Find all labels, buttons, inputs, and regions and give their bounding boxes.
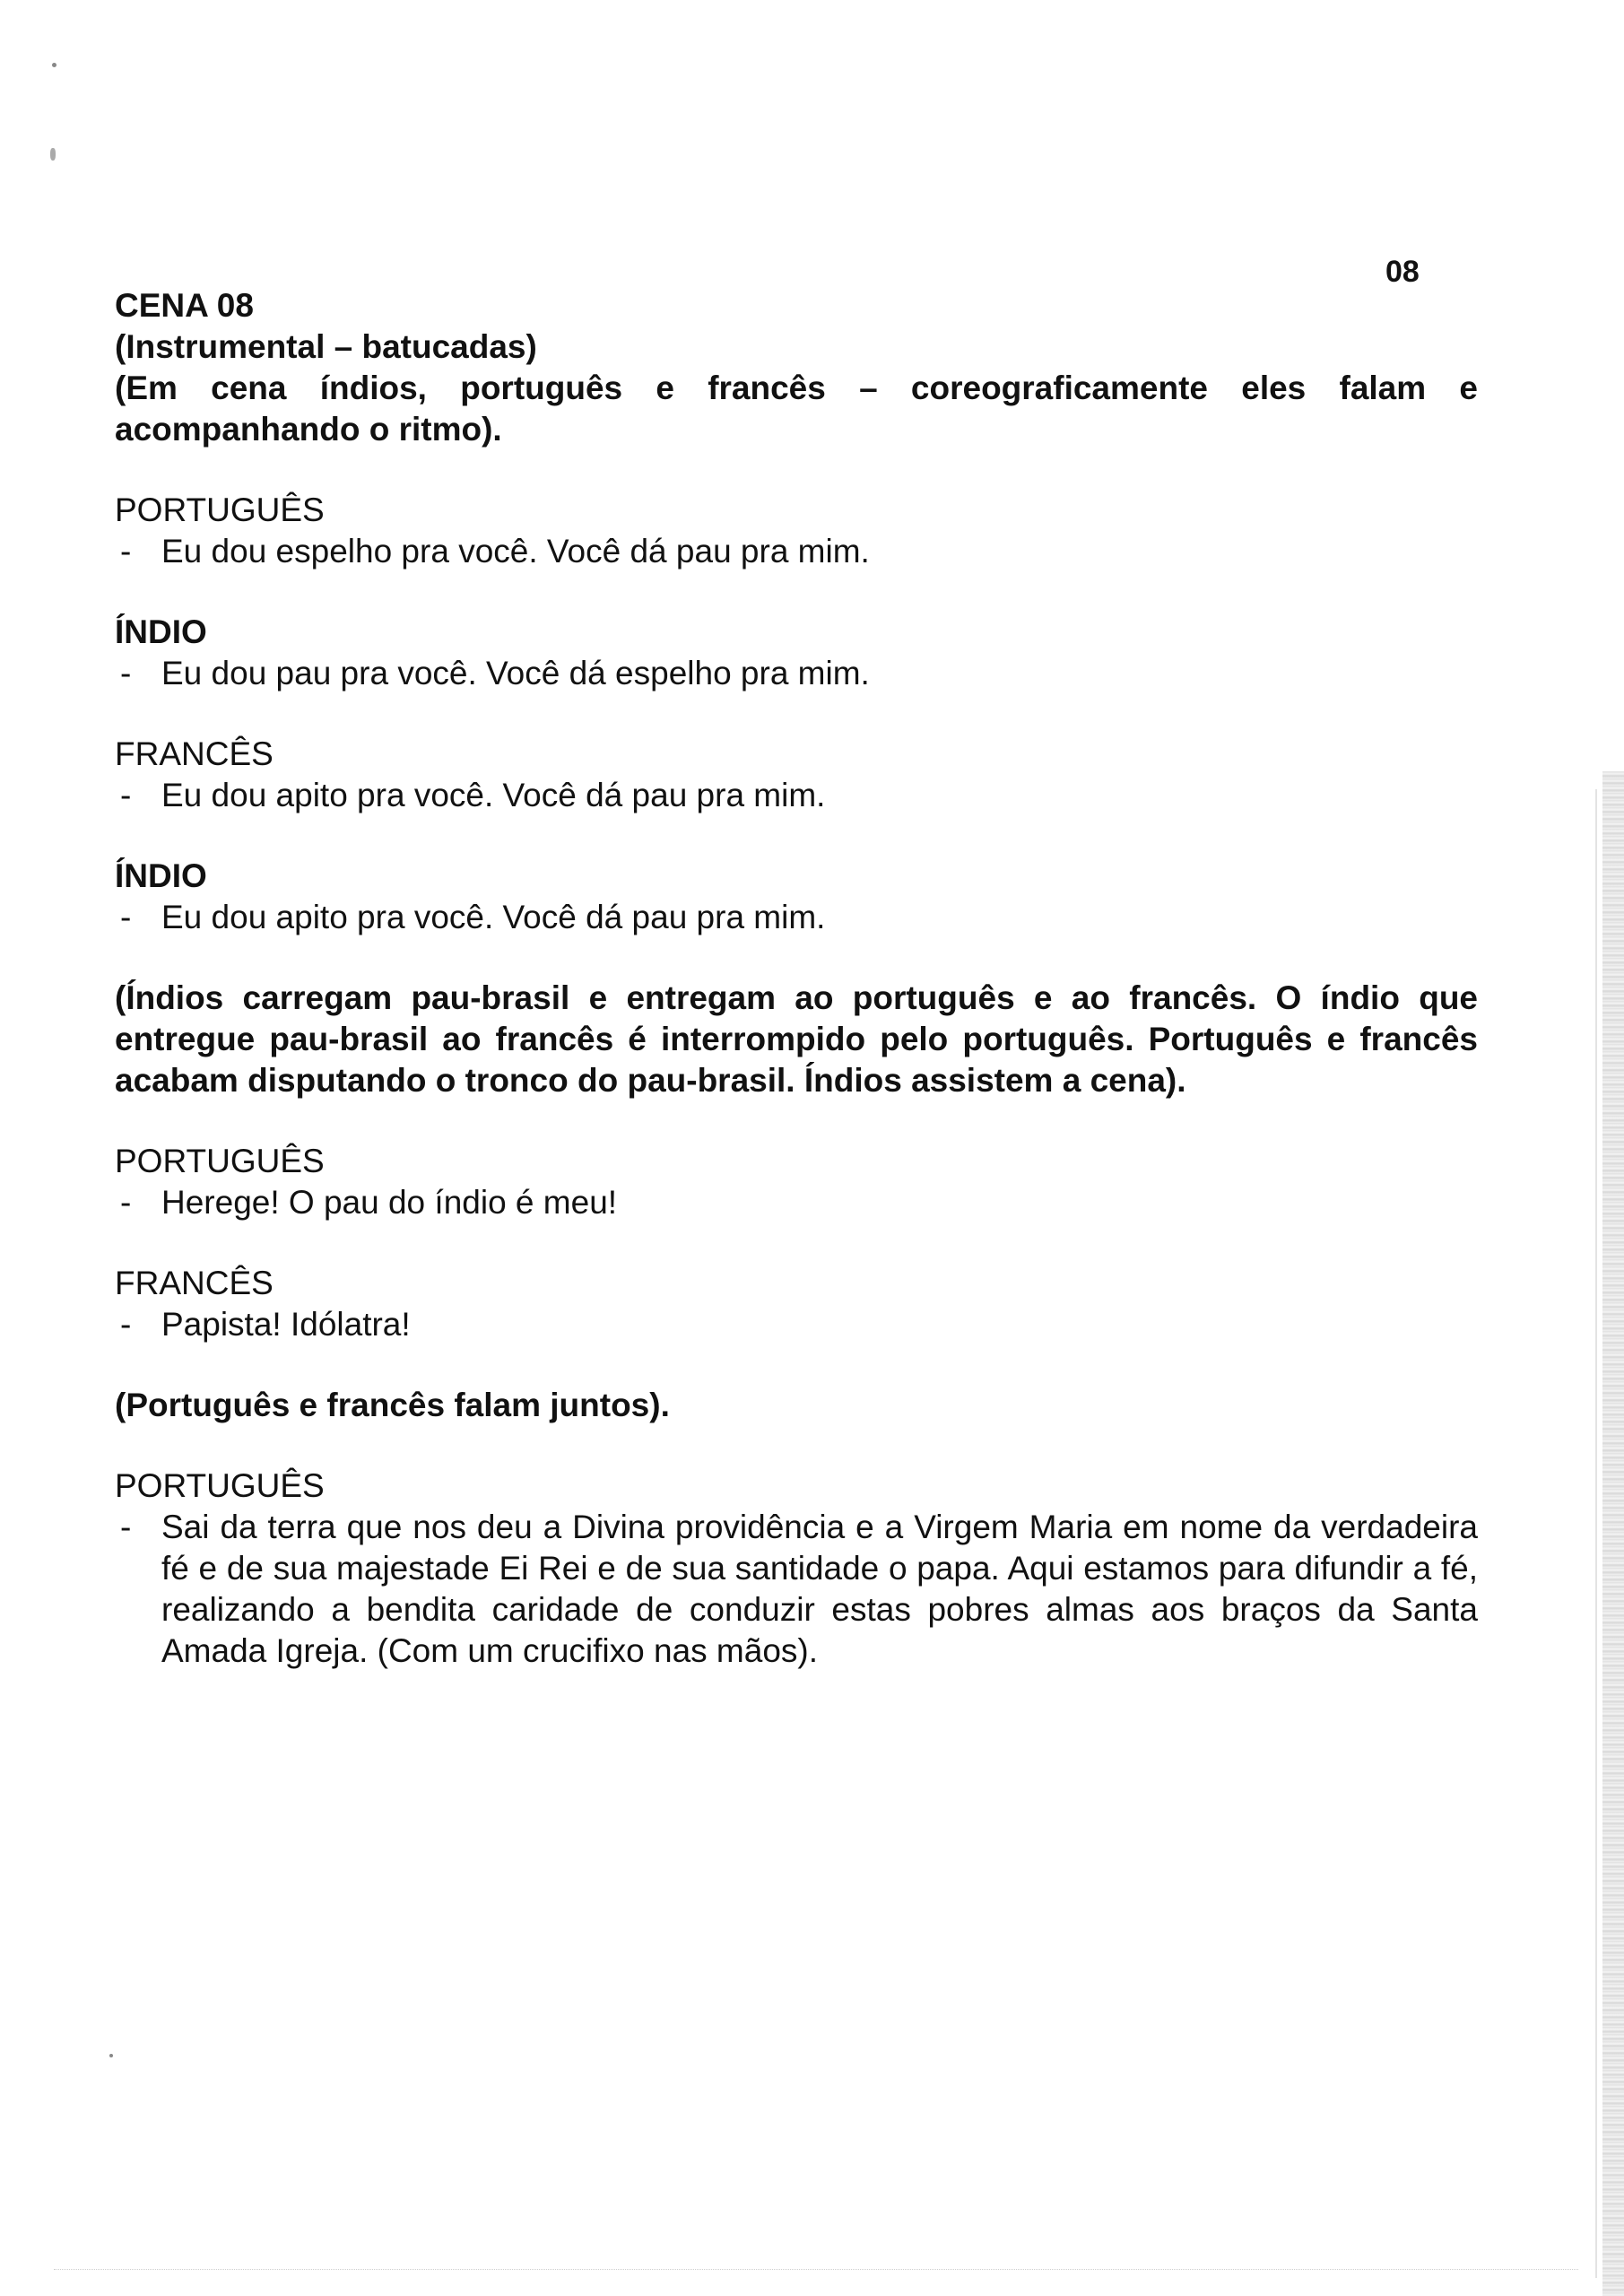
speaker-name: PORTUGUÊS — [115, 1467, 325, 1504]
dialogue-dash: - — [120, 533, 132, 570]
dialogue-text: Papista! Idólatra! — [161, 1306, 411, 1343]
speaker-name: ÍNDIO — [115, 857, 207, 894]
dialogue-line — [115, 1507, 1478, 1672]
speaker-name: PORTUGUÊS — [115, 491, 325, 528]
scan-speck — [50, 148, 56, 161]
dialogue-line — [115, 1182, 1478, 1223]
dialogue-text: Sai da terra que nos deu a Divina providência e a Virgem Maria em nome da verdadeira fé e de sua majestade Ei Rei e de sua santidade o papa. Aqui estamos para difundir a fé, realizando a bendita caridade de conduzir estas pobres almas aos braços da Santa Amada Igreja. (Com um crucifixo nas mãos). — [161, 1509, 1478, 1669]
scan-edge-line — [1595, 789, 1597, 2278]
dialogue-dash: - — [120, 655, 132, 691]
dialogue-line — [115, 1304, 1478, 1345]
dialogue-text: Eu dou apito pra você. Você dá pau pra mim. — [161, 777, 826, 813]
dialogue-line — [115, 897, 1478, 938]
dialogue-line — [115, 653, 1478, 694]
dialogue-dash: - — [120, 1509, 132, 1545]
scene-title: CENA 08 — [115, 287, 254, 324]
dialogue-text: Eu dou espelho pra você. Você dá pau pra mim. — [161, 533, 870, 570]
dialogue-text: Eu dou apito pra você. Você dá pau pra mim. — [161, 899, 826, 935]
dialogue-dash: - — [120, 1184, 132, 1221]
scan-speck — [109, 2054, 113, 2057]
dialogue-line — [115, 531, 1478, 572]
speaker-name: FRANCÊS — [115, 1265, 274, 1301]
script-content — [115, 285, 1478, 1672]
dialogue-line — [115, 775, 1478, 816]
stage-direction: (Instrumental – batucadas) — [115, 328, 537, 365]
dialogue-text: Eu dou pau pra você. Você dá espelho pra mim. — [161, 655, 870, 691]
speaker-name: PORTUGUÊS — [115, 1143, 325, 1179]
dialogue-text: Herege! O pau do índio é meu! — [161, 1184, 618, 1221]
bottom-scan-dots — [54, 2269, 1578, 2271]
page-number: 08 — [1385, 255, 1420, 289]
stage-direction: (Em cena índios, português e francês – coreograficamente eles falam e acompanhando o ritmo). — [115, 370, 1478, 448]
scan-edge-artifact — [1602, 771, 1624, 2296]
stage-direction: (Português e francês falam juntos). — [115, 1387, 670, 1423]
speaker-name: FRANCÊS — [115, 735, 274, 772]
speaker-name: ÍNDIO — [115, 613, 207, 650]
dialogue-dash: - — [120, 1306, 132, 1343]
dialogue-dash: - — [120, 777, 132, 813]
stage-direction: (Índios carregam pau-brasil e entregam ao português e ao francês. O índio que entregue pau-brasil ao francês é interrompido pelo português. Português e francês acabam disputando o tronco do pau-brasil. Índios assistem a cena). — [115, 979, 1478, 1099]
scan-speck — [52, 63, 56, 67]
dialogue-dash: - — [120, 899, 132, 935]
